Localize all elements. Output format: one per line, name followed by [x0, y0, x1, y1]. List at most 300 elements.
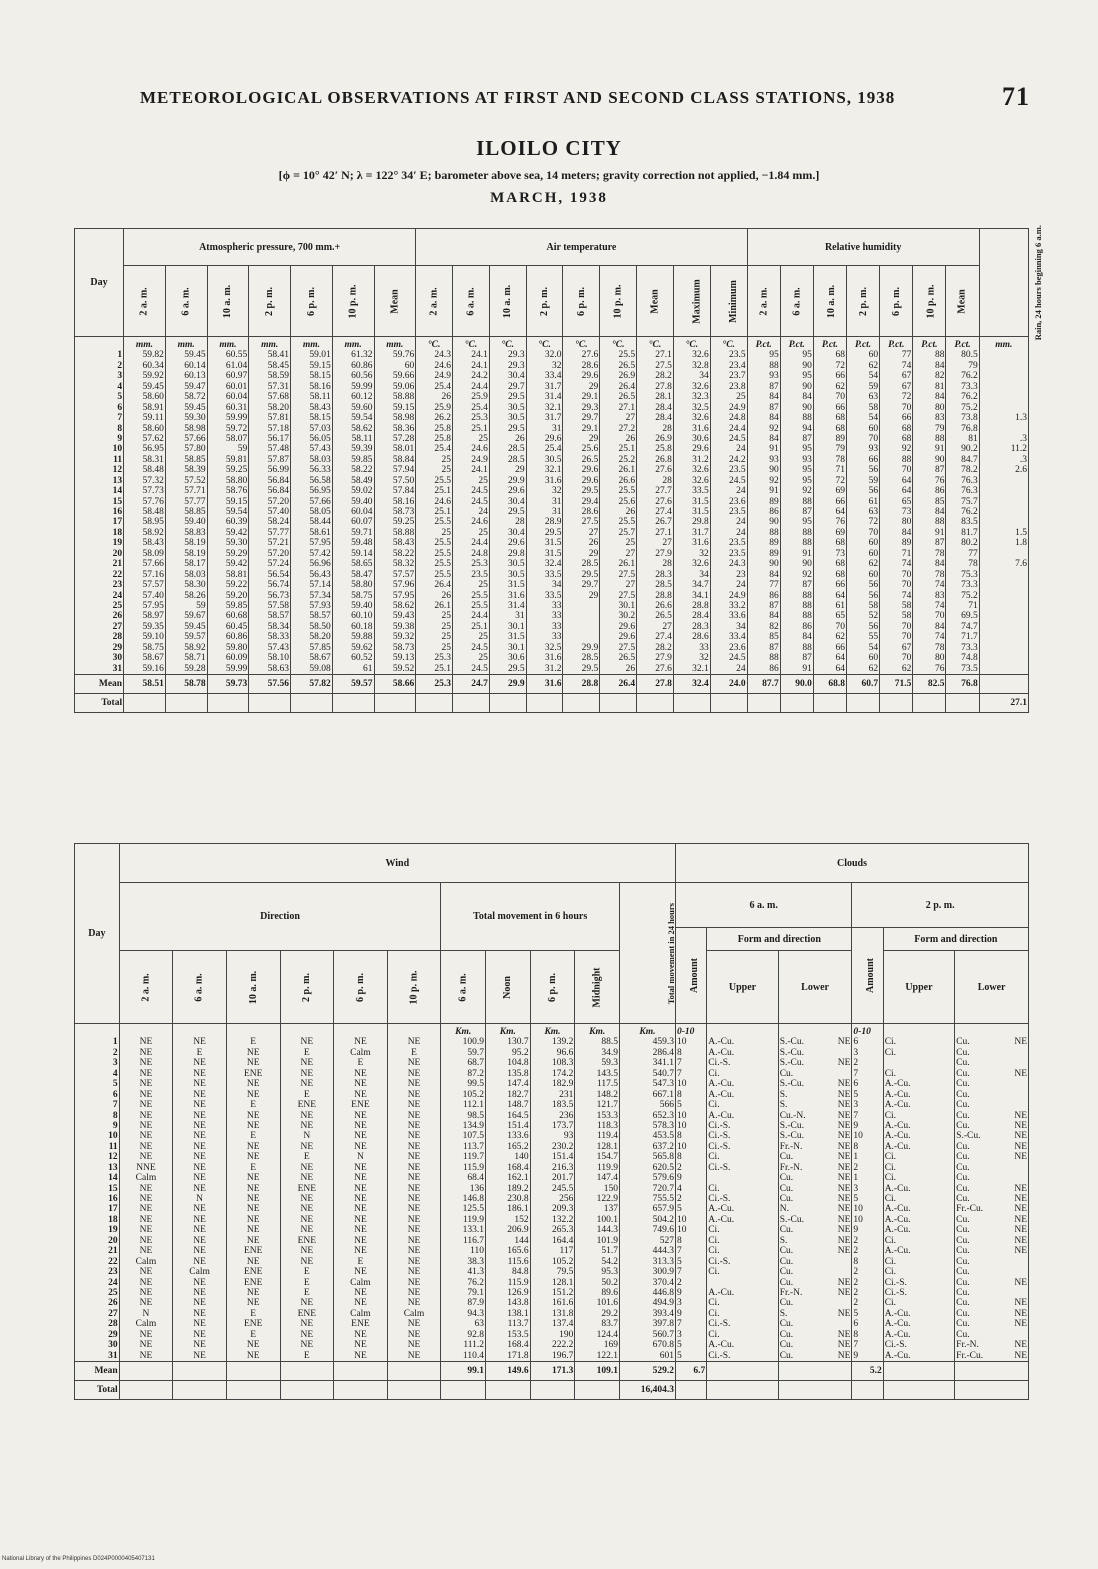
wind-direction-cell: NE: [387, 1069, 441, 1079]
value-cell: 25.3: [453, 559, 490, 569]
value-cell: 33.6: [710, 611, 747, 621]
upper-clouds-am: Ci.: [707, 1236, 778, 1246]
cloud-direction: NE: [837, 1100, 851, 1111]
table-row: [75, 1204, 1029, 1214]
mean-blank: [119, 1362, 173, 1381]
cloud-direction: NE: [837, 1225, 851, 1236]
upper-clouds-am: A.-Cu.: [707, 1215, 778, 1225]
mean-cell: 82.5: [913, 675, 946, 694]
value-cell: 68: [880, 434, 913, 444]
value-cell: 77: [747, 580, 780, 590]
value-cell: 24.2: [710, 455, 747, 465]
value-cell: 59.52: [374, 664, 416, 675]
rain-cell: [979, 382, 1028, 392]
value-cell: 60.04: [332, 507, 374, 517]
wind-direction-cell: NE: [173, 1037, 227, 1047]
value-cell: 60.04: [207, 392, 249, 402]
upper-clouds-pm: A.-Cu.: [883, 1121, 954, 1131]
value-cell: 23.8: [710, 382, 747, 392]
lower-clouds-cell: [778, 1257, 852, 1267]
wind-direction-cell: NE: [173, 1079, 227, 1089]
total-blank: [880, 694, 913, 713]
value-cell: 59.47: [165, 382, 207, 392]
total-blank: [913, 694, 946, 713]
wind-movement-cell: 201.7: [530, 1173, 575, 1183]
lower-clouds-cell: [955, 1037, 1029, 1047]
unit-cell: mm.: [979, 337, 1028, 351]
value-cell: 82: [913, 371, 946, 381]
total-blank: [675, 1381, 706, 1400]
wind-movement-cell: 119.9: [575, 1163, 620, 1173]
value-cell: 25: [453, 632, 490, 642]
wind-direction-cell: NE: [173, 1215, 227, 1225]
cloud-form: Cu.: [956, 1329, 970, 1340]
table-row: [75, 486, 1029, 496]
day-cell: 27: [75, 1309, 120, 1319]
table-row: [75, 1079, 1029, 1089]
wind-direction-cell: NE: [119, 1079, 173, 1089]
value-cell: 28.4: [637, 413, 674, 423]
value-cell: 88: [747, 528, 780, 538]
table-row: [75, 424, 1029, 434]
value-cell: 58.75: [332, 591, 374, 601]
lower-clouds-cell: [778, 1121, 852, 1131]
value-cell: 27.1: [637, 528, 674, 538]
value-cell: 57.76: [124, 497, 166, 507]
value-cell: 30.1: [489, 622, 526, 632]
lower-clouds-cell: [955, 1142, 1029, 1152]
value-cell: 57.43: [291, 444, 333, 454]
wind-direction-cell: ENE: [226, 1069, 280, 1079]
wind-movement-cell: 59.3: [575, 1058, 620, 1068]
cloud-direction: NE: [837, 1350, 851, 1361]
value-cell: 57.85: [291, 643, 333, 653]
wind-24h-cell: 565.8: [620, 1152, 676, 1162]
total-label: Total: [75, 694, 124, 713]
value-cell: 29.6: [563, 465, 600, 475]
value-cell: 25: [453, 434, 490, 444]
value-cell: 56.33: [291, 465, 333, 475]
wind-direction-cell: NE: [334, 1142, 388, 1152]
upper-clouds-pm: A.-Cu.: [883, 1309, 954, 1319]
wind-direction-cell: NE: [387, 1121, 441, 1131]
column-header-label: 2 p. m.: [539, 286, 551, 316]
value-cell: 32.1: [526, 465, 563, 475]
value-cell: 73.8: [946, 413, 979, 423]
value-cell: 74.8: [946, 653, 979, 663]
wind-direction-cell: NE: [280, 1058, 334, 1068]
value-cell: 26.7: [637, 517, 674, 527]
cloud-form: Fr.-N.: [956, 1340, 979, 1351]
column-header-label: 10 a. m.: [222, 284, 234, 318]
value-cell: 56: [847, 465, 880, 475]
cloud-direction: NE: [837, 1246, 851, 1257]
rain-cell: [979, 517, 1028, 527]
value-cell: 68: [813, 424, 846, 434]
total-blank: [453, 694, 490, 713]
value-cell: 88: [747, 361, 780, 371]
wind-direction-cell: NE: [173, 1330, 227, 1340]
value-cell: 78: [913, 570, 946, 580]
value-cell: 58.71: [165, 653, 207, 663]
value-cell: 32: [526, 361, 563, 371]
library-footer: National Library of the Philippines D024P0000405407131: [2, 1556, 155, 1562]
lower-clouds-cell: [778, 1163, 852, 1173]
value-cell: 24.1: [453, 361, 490, 371]
value-cell: 24: [710, 517, 747, 527]
value-cell: 29.6: [489, 486, 526, 496]
lower-clouds-cell: [955, 1351, 1029, 1362]
day-cell: 13: [75, 476, 124, 486]
cloud-amount-pm: 5: [852, 1309, 883, 1319]
top-table-body: [75, 337, 1029, 713]
value-cell: 31.7: [526, 382, 563, 392]
value-cell: 59.42: [207, 559, 249, 569]
value-cell: 61: [332, 664, 374, 675]
value-cell: 28.5: [489, 455, 526, 465]
rain-cell: [979, 591, 1028, 601]
wind-direction-cell: Calm: [119, 1173, 173, 1183]
lower-clouds-cell: [955, 1163, 1029, 1173]
value-cell: 92: [780, 486, 813, 496]
value-cell: 29.1: [563, 392, 600, 402]
wind-clouds-table: [74, 843, 1029, 1400]
day-cell: 21: [75, 1246, 120, 1256]
value-cell: 75.2: [946, 403, 979, 413]
rain-cell: [979, 611, 1028, 621]
value-cell: 60.45: [207, 622, 249, 632]
value-cell: 84: [780, 392, 813, 402]
wind-movement-cell: 190: [530, 1330, 575, 1340]
value-cell: 57.24: [249, 559, 291, 569]
rain-cell: [979, 643, 1028, 653]
cloud-direction: NE: [837, 1277, 851, 1288]
wind-movement-cell: 126.9: [486, 1288, 531, 1298]
unit-cell: °C.: [489, 337, 526, 351]
value-cell: 58.19: [165, 549, 207, 559]
wind-direction-cell: NE: [173, 1058, 227, 1068]
wind-direction-cell: NE: [173, 1246, 227, 1256]
value-cell: 58.16: [291, 382, 333, 392]
value-cell: 28.3: [637, 570, 674, 580]
wind-direction-cell: E: [334, 1257, 388, 1267]
value-cell: 57.84: [374, 486, 416, 496]
value-cell: 25.2: [600, 455, 637, 465]
value-cell: 83: [913, 413, 946, 423]
cloud-amount-pm: 6: [852, 1079, 883, 1089]
value-cell: 87: [780, 580, 813, 590]
wind-direction-cell: NE: [387, 1090, 441, 1100]
wind-direction-cell: E: [387, 1048, 441, 1058]
cloud-form: Cu.: [956, 1277, 970, 1288]
rain-cell: [979, 403, 1028, 413]
table-row: [75, 643, 1029, 653]
wind-direction-cell: NE: [334, 1351, 388, 1362]
value-cell: 81: [946, 434, 979, 444]
upper-clouds-am: Ci.-S.: [707, 1058, 778, 1068]
value-cell: 59.99: [207, 413, 249, 423]
column-header-label: 10 a. m.: [826, 284, 838, 318]
wind-direction-cell: NE: [334, 1163, 388, 1173]
lower-clouds-cell: [955, 1236, 1029, 1246]
value-cell: 25.9: [453, 392, 490, 402]
wind-direction-cell: NE: [387, 1111, 441, 1121]
upper-clouds-am: Ci.: [707, 1225, 778, 1235]
value-cell: 24.9: [710, 403, 747, 413]
value-cell: 58.57: [291, 611, 333, 621]
value-cell: 57.77: [249, 528, 291, 538]
wind-direction-cell: E: [173, 1048, 227, 1058]
mean-blank: [226, 1362, 280, 1381]
value-cell: 27.4: [637, 507, 674, 517]
upper-clouds-header: Upper: [883, 951, 954, 1024]
total-blank: [575, 1381, 620, 1400]
value-cell: 83: [913, 591, 946, 601]
value-cell: 28: [637, 559, 674, 569]
value-cell: 24.1: [453, 350, 490, 360]
wind-direction-cell: E: [226, 1163, 280, 1173]
amount-am-header: Amount: [675, 928, 706, 1024]
value-cell: 32.5: [673, 403, 710, 413]
value-cell: 70: [847, 528, 880, 538]
value-cell: 31.6: [526, 476, 563, 486]
cloud-direction: NE: [1014, 1131, 1027, 1142]
value-cell: 67: [880, 382, 913, 392]
cloud-form: Cu.: [956, 1287, 970, 1298]
wind-24h-cell: 578.3: [620, 1121, 676, 1131]
value-cell: 62: [880, 664, 913, 675]
wind-24h-cell: 755.5: [620, 1194, 676, 1204]
wind-direction-cell: NE: [387, 1225, 441, 1235]
upper-clouds-am: Ci.: [707, 1069, 778, 1079]
value-cell: 31.7: [673, 528, 710, 538]
table-row: [75, 601, 1029, 611]
value-cell: 58.98: [374, 413, 416, 423]
column-header: [946, 266, 979, 337]
value-cell: 33.4: [526, 371, 563, 381]
cloud-form: Cu.: [779, 1256, 794, 1267]
wind-direction-cell: ENE: [226, 1319, 280, 1329]
value-cell: 29.8: [489, 549, 526, 559]
table-row: [75, 611, 1029, 621]
value-cell: 23.7: [710, 371, 747, 381]
value-cell: 76.8: [946, 424, 979, 434]
value-cell: 58.75: [124, 643, 166, 653]
mean-movement: 149.6: [486, 1362, 531, 1381]
value-cell: 87: [747, 403, 780, 413]
table-row: [75, 1100, 1029, 1110]
column-header-label: 6 a. m.: [465, 286, 477, 316]
value-cell: 57.94: [374, 465, 416, 475]
cloud-form: Cu.: [956, 1162, 970, 1173]
wind-direction-cell: NE: [173, 1163, 227, 1173]
cloud-amount-am: 8: [675, 1152, 706, 1162]
cloud-amount-pm: 9: [852, 1121, 883, 1131]
wind-direction-cell: NE: [226, 1257, 280, 1267]
cloud-amount-pm: 8: [852, 1257, 883, 1267]
value-cell: 59.85: [207, 601, 249, 611]
value-cell: 88: [913, 434, 946, 444]
value-cell: 59.11: [124, 413, 166, 423]
value-cell: 25.1: [416, 507, 453, 517]
cloud-direction: NE: [837, 1089, 851, 1100]
value-cell: 57.57: [124, 580, 166, 590]
value-cell: 30.2: [600, 611, 637, 621]
value-cell: 70: [880, 580, 913, 590]
value-cell: 59.54: [207, 507, 249, 517]
wind-direction-cell: Calm: [387, 1309, 441, 1319]
value-cell: 80.5: [946, 350, 979, 360]
day-cell: 13: [75, 1163, 120, 1173]
value-cell: 27.9: [637, 653, 674, 663]
value-cell: 59.16: [124, 664, 166, 675]
upper-clouds-am: Ci.-S.: [707, 1163, 778, 1173]
direction-column-label: 2 a. m.: [140, 972, 152, 1002]
clouds-2pm-header: 2 p. m.: [852, 883, 1029, 928]
wind-direction-cell: NE: [119, 1100, 173, 1110]
wind-direction-cell: NE: [226, 1288, 280, 1298]
wind-movement-cell: 182.7: [486, 1090, 531, 1100]
value-cell: 23.5: [710, 507, 747, 517]
value-cell: 70: [813, 392, 846, 402]
wind-direction-cell: NE: [387, 1340, 441, 1350]
upper-clouds-am: Ci.: [707, 1246, 778, 1256]
day-cell: 19: [75, 538, 124, 548]
value-cell: 24.2: [453, 371, 490, 381]
day-cell: 24: [75, 591, 124, 601]
column-header-label: 10 p. m.: [925, 284, 937, 318]
wind-24h-cell: 657.9: [620, 1204, 676, 1214]
value-cell: 87: [747, 382, 780, 392]
wind-24h-cell: 749.6: [620, 1225, 676, 1235]
value-cell: 69: [813, 528, 846, 538]
column-header: [291, 266, 333, 337]
mean-cell: 76.8: [946, 675, 979, 694]
value-cell: 56.54: [249, 570, 291, 580]
column-header: [563, 266, 600, 337]
wind-direction-cell: N: [119, 1309, 173, 1319]
value-cell: 28.8: [673, 601, 710, 611]
wind-direction-cell: NE: [173, 1236, 227, 1246]
value-cell: 58.88: [374, 528, 416, 538]
value-cell: 31.6: [526, 653, 563, 663]
value-cell: 70: [813, 622, 846, 632]
wind-direction-cell: E: [226, 1100, 280, 1110]
column-header: [374, 266, 416, 337]
day-cell: 22: [75, 1257, 120, 1267]
value-cell: 59.40: [165, 517, 207, 527]
rain-cell: [979, 653, 1028, 663]
value-cell: 81: [913, 382, 946, 392]
total-blank: [334, 1381, 388, 1400]
day-cell: 26: [75, 1298, 120, 1308]
wind-direction-cell: ENE: [226, 1246, 280, 1256]
value-cell: 88: [780, 643, 813, 653]
value-cell: 25: [453, 476, 490, 486]
value-cell: 26.8: [637, 455, 674, 465]
bottom-observations-table: [74, 843, 1029, 1400]
value-cell: 29: [563, 549, 600, 559]
value-cell: 84: [913, 622, 946, 632]
cloud-direction: NE: [837, 1235, 851, 1246]
value-cell: 57.80: [165, 444, 207, 454]
day-cell: 5: [75, 1079, 120, 1089]
upper-clouds-am: Ci.: [707, 1152, 778, 1162]
cloud-direction: NE: [1014, 1350, 1027, 1361]
column-header: [207, 266, 249, 337]
wind-direction-cell: NE: [280, 1298, 334, 1308]
value-cell: 84: [747, 392, 780, 402]
rain-cell: [979, 622, 1028, 632]
value-cell: 25: [416, 611, 453, 621]
value-cell: 95: [780, 444, 813, 454]
cloud-amount-am: 8: [675, 1236, 706, 1246]
value-cell: 31.4: [526, 392, 563, 402]
value-cell: 91: [913, 444, 946, 454]
cloud-amount-pm: 10: [852, 1204, 883, 1214]
lower-clouds-cell: [778, 1111, 852, 1121]
value-cell: 69.5: [946, 611, 979, 621]
wind-24h-cell: 459.3: [620, 1037, 676, 1047]
wind-movement-cell: 135.8: [486, 1069, 531, 1079]
unit-cell: 0-10: [852, 1024, 883, 1038]
cloud-form: Cu.: [779, 1319, 794, 1330]
total-blank: [416, 694, 453, 713]
cloud-direction: NE: [1014, 1037, 1027, 1048]
day-cell: 11: [75, 1142, 120, 1152]
value-cell: 58.32: [374, 559, 416, 569]
cloud-direction: NE: [1014, 1235, 1027, 1246]
wind-direction-cell: Calm: [334, 1048, 388, 1058]
value-cell: 24.6: [416, 361, 453, 371]
value-cell: 58.80: [332, 580, 374, 590]
value-cell: 61.04: [207, 361, 249, 371]
day-header-bottom: Day: [75, 844, 120, 1024]
wind-direction-cell: NE: [173, 1309, 227, 1319]
cloud-amount-am: 2: [675, 1278, 706, 1288]
value-cell: 29.5: [489, 392, 526, 402]
value-cell: 62: [813, 382, 846, 392]
units-blank: [778, 1024, 852, 1038]
value-cell: 58.85: [165, 455, 207, 465]
value-cell: 27.6: [637, 664, 674, 675]
wind-direction-cell: NE: [387, 1152, 441, 1162]
cloud-form: S.: [779, 1100, 788, 1111]
wind-direction-cell: NE: [119, 1351, 173, 1362]
column-header: [332, 266, 374, 337]
rain-cell: [979, 361, 1028, 371]
value-cell: 61: [847, 497, 880, 507]
cloud-direction: NE: [1014, 1246, 1027, 1257]
value-cell: 95: [747, 350, 780, 360]
wind-24h-cell: 494.9: [620, 1298, 676, 1308]
value-cell: 33.4: [710, 632, 747, 642]
cloud-amount-am: 7: [675, 1246, 706, 1256]
cloud-direction: NE: [837, 1131, 851, 1142]
value-cell: 60: [847, 424, 880, 434]
value-cell: 56.74: [249, 580, 291, 590]
wind-direction-cell: NE: [119, 1069, 173, 1079]
wind-movement-cell: 38.3: [441, 1257, 486, 1267]
wind-direction-cell: NE: [387, 1194, 441, 1204]
rain-cell: [979, 486, 1028, 496]
day-cell: 18: [75, 1215, 120, 1225]
table-row: [75, 559, 1029, 569]
value-cell: 24.6: [453, 517, 490, 527]
mean-blank: [707, 1362, 778, 1381]
day-cell: 23: [75, 1267, 120, 1277]
value-cell: 57.40: [249, 507, 291, 517]
